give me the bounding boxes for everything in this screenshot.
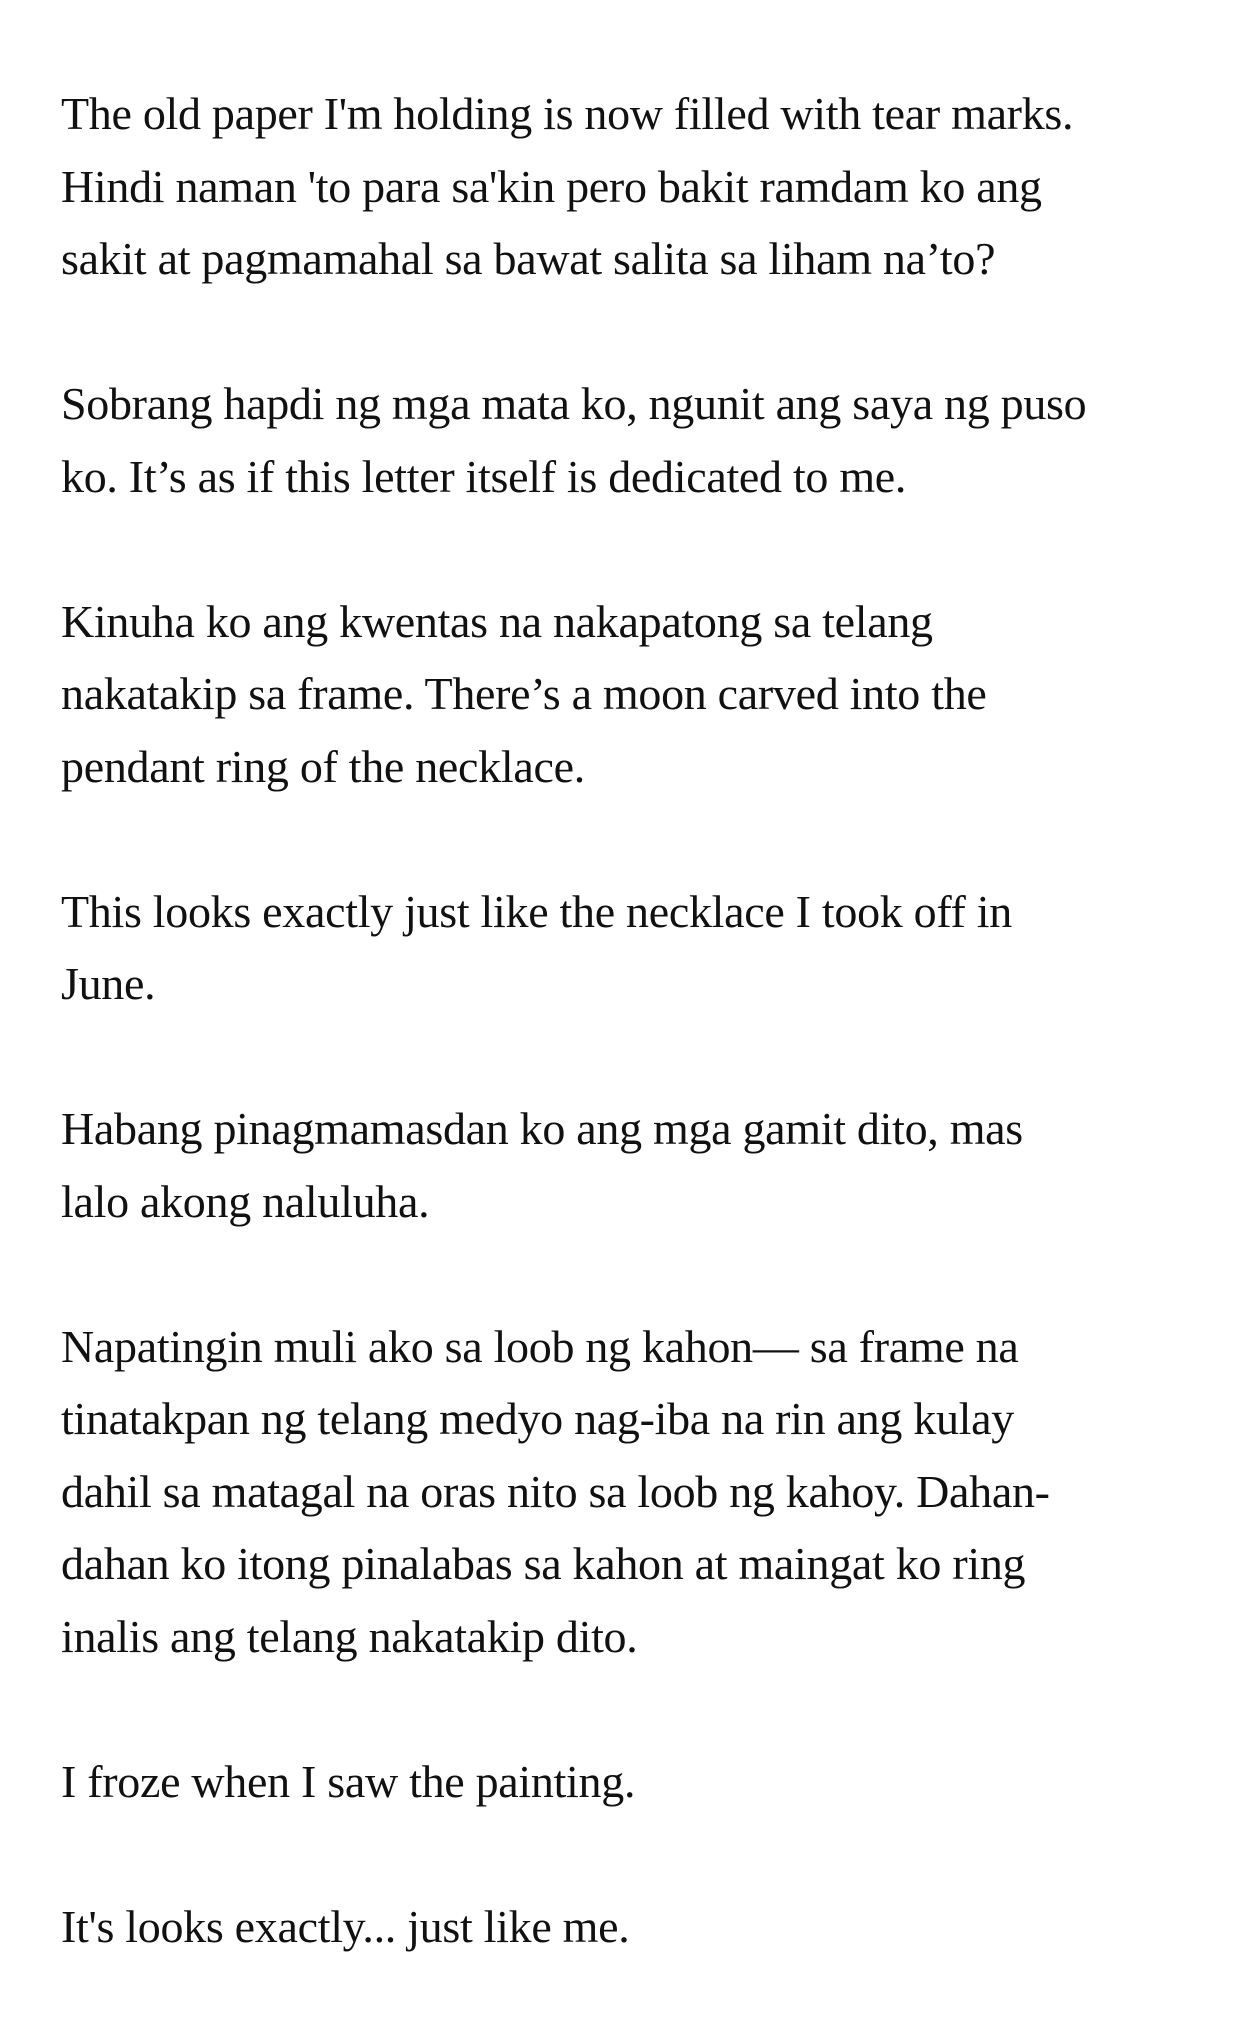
- text-line: The old paper I'm holding is now filled with tear marks.: [61, 88, 1074, 139]
- text-line: It's looks exactly... just like me.: [61, 1900, 630, 1952]
- text-line: inalis ang telang nakatakip dito.: [61, 1610, 638, 1662]
- text-line: dahan ko itong pinalabas sa kahon at maingat ko ring: [61, 1538, 1026, 1589]
- text-line: Sobrang hapdi ng mga mata ko, ngunit ang saya ng puso: [61, 378, 1087, 429]
- paragraph: [61, 1093, 1201, 1238]
- paragraph: [61, 78, 1201, 296]
- text-line: nakatakip sa frame. There’s a moon carved into the: [61, 668, 987, 719]
- paragraph: [61, 1746, 1201, 1819]
- text-line: Habang pinagmamasdan ko ang mga gamit dito, mas: [61, 1103, 1023, 1154]
- paragraph: [61, 1311, 1201, 1674]
- text-line: pendant ring of the necklace.: [61, 740, 585, 792]
- paragraph: [61, 586, 1201, 804]
- text-line: tinatakpan ng telang medyo nag-iba na rin ang kulay: [61, 1393, 1014, 1444]
- text-line: ko. It’s as if this letter itself is dedicated to me.: [61, 450, 907, 502]
- text-line: June.: [61, 958, 156, 1009]
- text-line: I froze when I saw the painting.: [61, 1755, 636, 1807]
- paragraph: [61, 876, 1201, 1021]
- story-text: [61, 78, 1201, 2036]
- text-line: sakit at pagmamahal sa bawat salita sa liham na’to?: [61, 233, 996, 284]
- text-line: Napatingin muli ako sa loob ng kahon— sa frame na: [61, 1320, 1019, 1372]
- text-line: lalo akong naluluha.: [61, 1175, 430, 1227]
- text-line: This looks exactly just like the necklace I took off in: [61, 885, 1012, 937]
- paragraph: [61, 1891, 1201, 1964]
- paragraph: [61, 368, 1201, 513]
- text-line: Hindi naman 'to para sa'kin pero bakit ramdam ko ang: [61, 160, 1042, 212]
- text-line: dahil sa matagal na oras nito sa loob ng kahoy. Dahan-: [61, 1465, 1050, 1517]
- text-line: Kinuha ko ang kwentas na nakapatong sa telang: [61, 595, 933, 647]
